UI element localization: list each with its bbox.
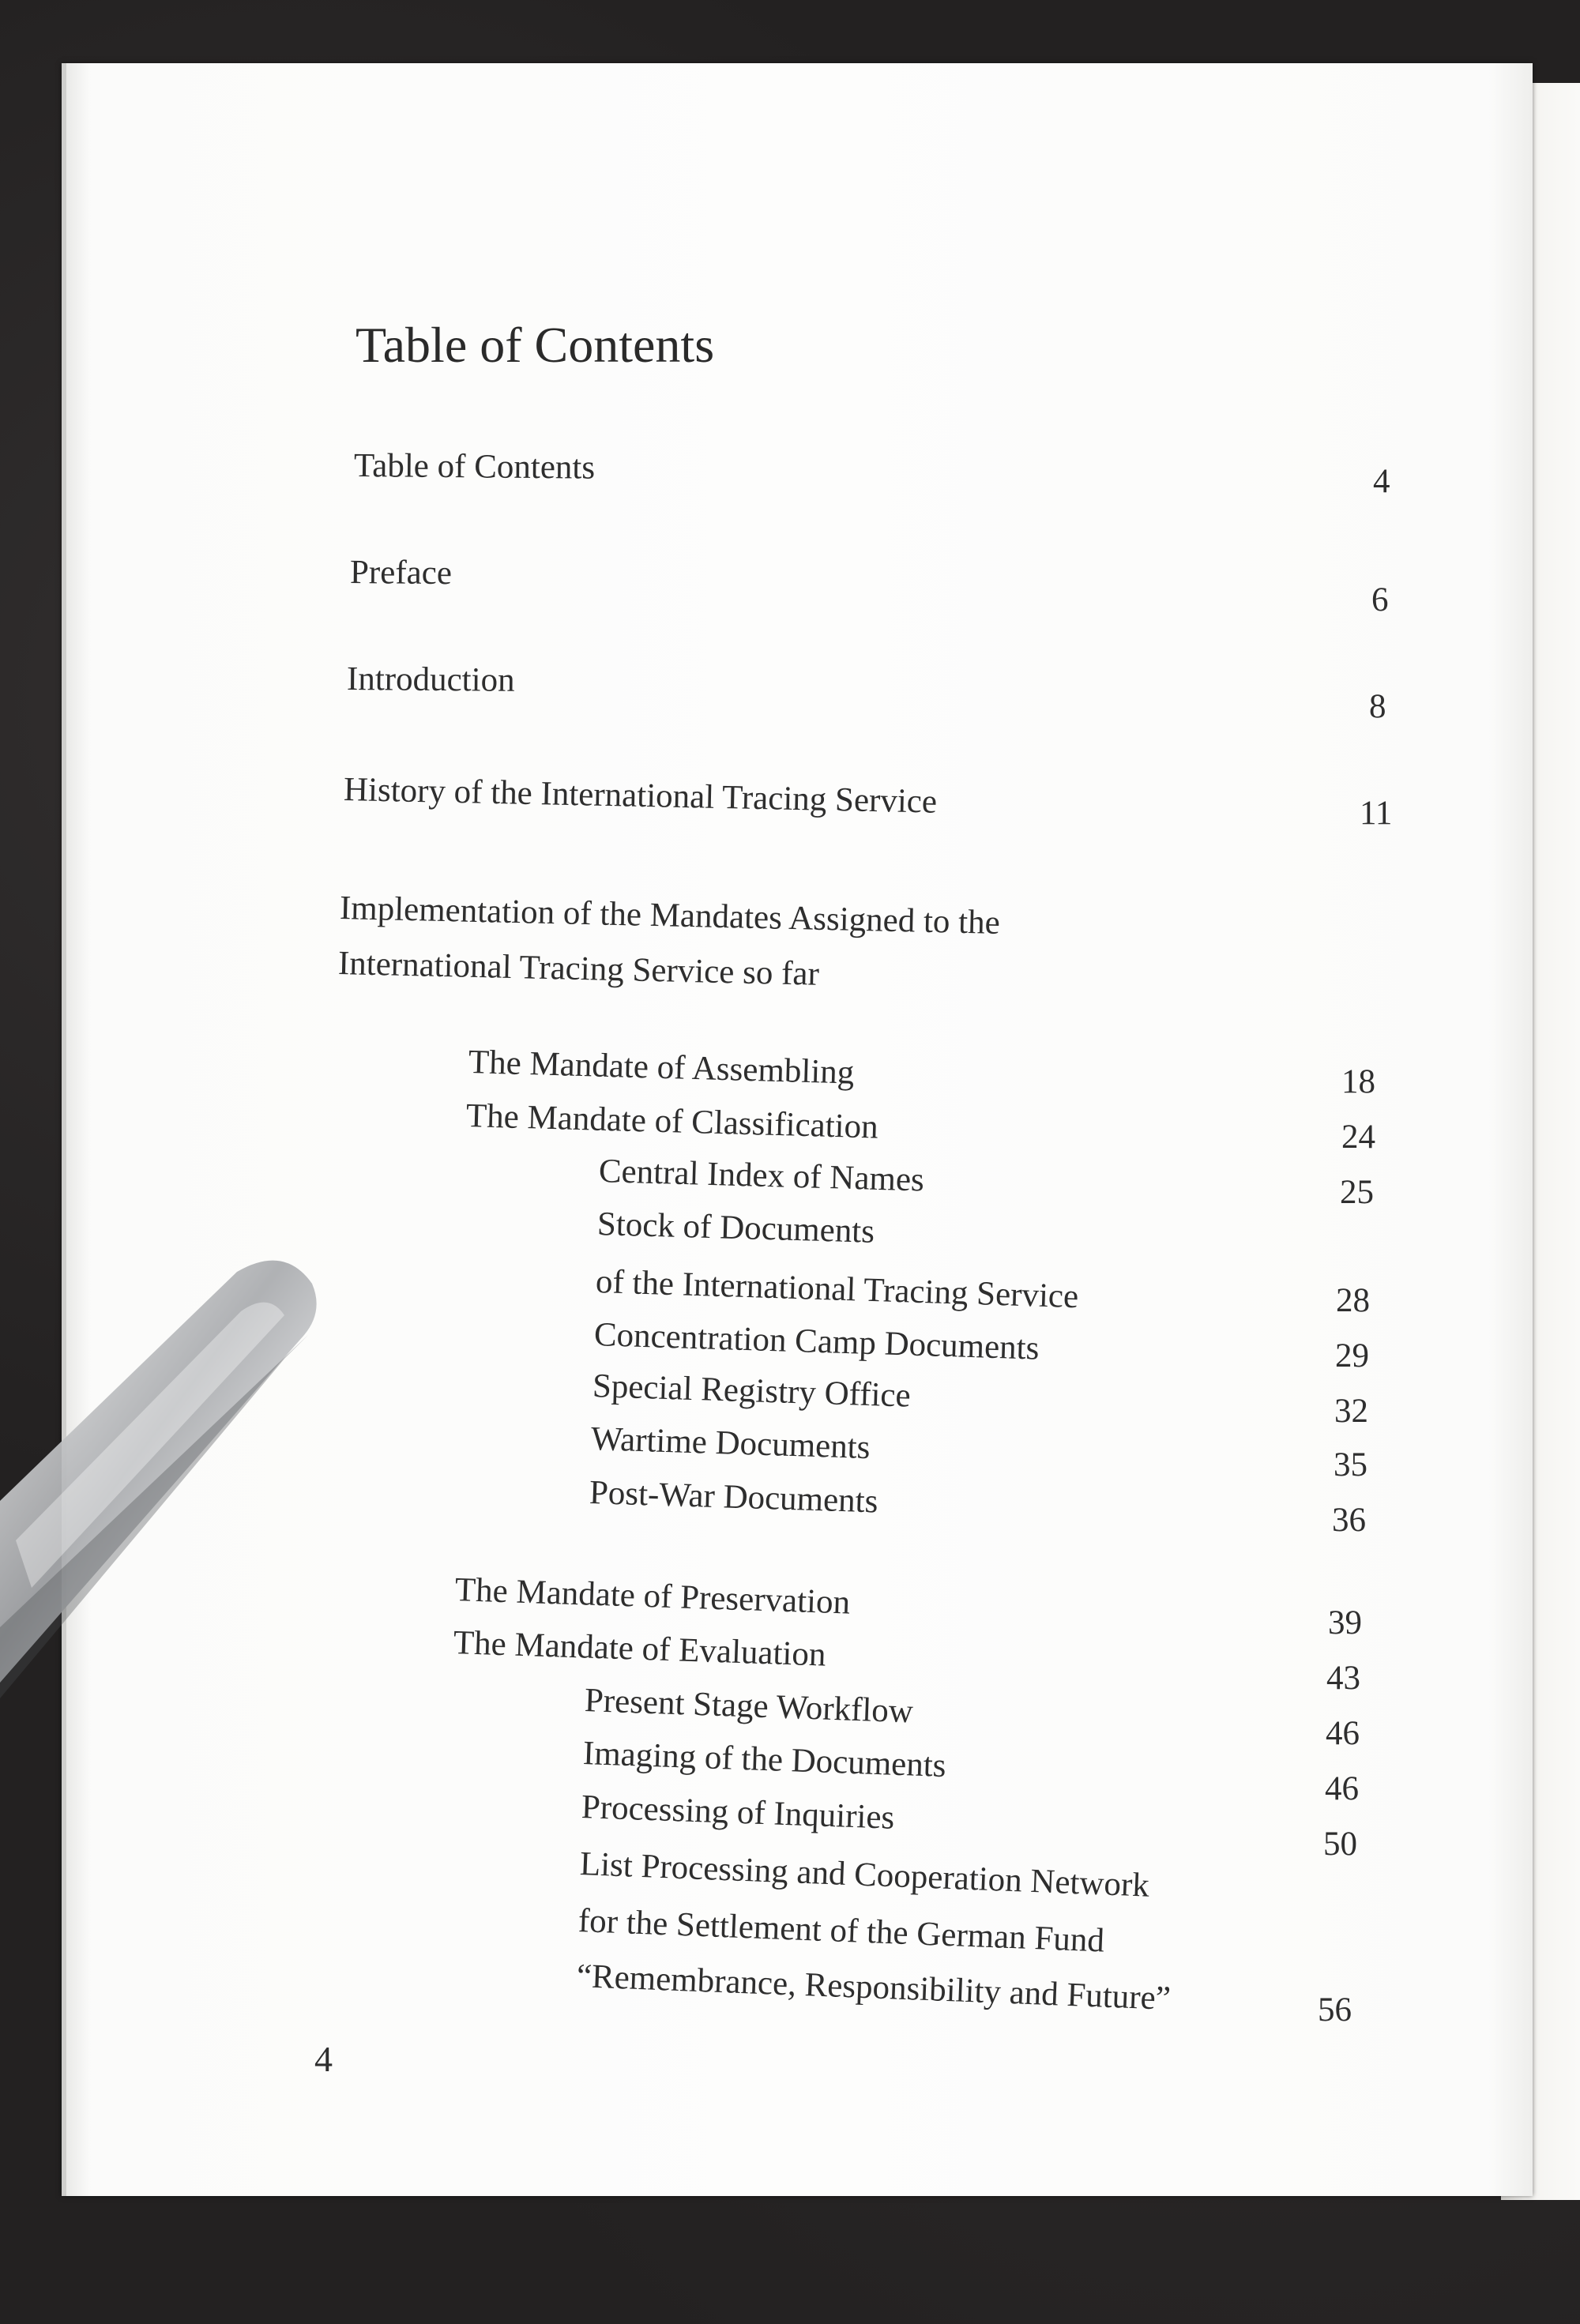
page-number: 4 — [314, 2039, 333, 2079]
toc-page-number: 29 — [1335, 1337, 1369, 1374]
toc-entry: Wartime Documents — [590, 1420, 871, 1467]
toc-page-number: 6 — [1371, 581, 1389, 619]
toc-entry: Present Stage Workflow — [584, 1682, 914, 1731]
toc-page-number: 46 — [1325, 1770, 1359, 1807]
toc-page-number: 56 — [1318, 1991, 1352, 2029]
toc-entry: Table of Contents — [353, 447, 596, 487]
toc-entry: The Mandate of Classification — [465, 1097, 879, 1146]
toc-entry: Preface — [349, 554, 453, 592]
toc-entry: Special Registry Office — [592, 1367, 912, 1415]
toc-page-number: 24 — [1341, 1119, 1375, 1156]
toc-page-number: 50 — [1323, 1826, 1357, 1863]
page-title: Table of Contents — [356, 317, 715, 373]
book-page — [62, 63, 1533, 2196]
toc-entry: Implementation of the Mandates Assigned to the — [339, 889, 1001, 942]
toc-entry: Concentration Camp Documents — [593, 1316, 1040, 1367]
toc-entry: for the Settlement of the German Fund — [577, 1902, 1105, 1960]
toc-entry: The Mandate of Preservation — [454, 1571, 851, 1622]
toc-page-number: 4 — [1373, 463, 1390, 500]
toc-page-number: 8 — [1369, 688, 1386, 725]
toc-page-number: 36 — [1332, 1502, 1366, 1539]
toc-page-number: 43 — [1326, 1660, 1360, 1697]
toc-entry: Imaging of the Documents — [582, 1735, 947, 1785]
toc-entry: The Mandate of Evaluation — [453, 1624, 827, 1674]
toc-page-number: 25 — [1340, 1174, 1374, 1211]
toc-entry: International Tracing Service so far — [337, 945, 820, 993]
toc-entry: “Remembrance, Responsibility and Future” — [576, 1957, 1172, 2018]
page-edge — [62, 63, 66, 2196]
toc-page-number: 46 — [1326, 1715, 1360, 1752]
toc-entry: The Mandate of Assembling — [468, 1044, 855, 1092]
toc-entry: Post-War Documents — [589, 1474, 879, 1521]
toc-entry: of the International Tracing Service — [595, 1263, 1079, 1316]
toc-entry: Introduction — [346, 660, 515, 699]
toc-entry: Stock of Documents — [596, 1205, 875, 1250]
toc-entry: Processing of Inquiries — [581, 1788, 896, 1837]
toc-page-number: 39 — [1328, 1604, 1362, 1641]
toc-entry: History of the International Tracing Service — [343, 771, 938, 821]
toc-page-number: 28 — [1336, 1282, 1370, 1319]
toc-page-number: 32 — [1334, 1393, 1368, 1430]
toc-entry: List Processing and Cooperation Network — [579, 1845, 1150, 1905]
toc-page-number: 18 — [1341, 1063, 1375, 1100]
toc-page-number: 11 — [1360, 795, 1393, 832]
toc-page-number: 35 — [1334, 1446, 1367, 1484]
toc-entry: Central Index of Names — [598, 1153, 925, 1199]
